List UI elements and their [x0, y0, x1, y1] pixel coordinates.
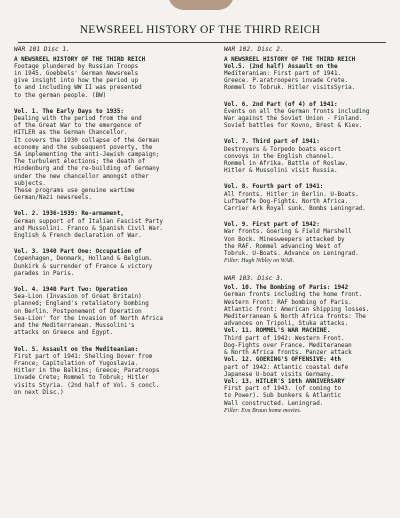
text-line: First part of 1943. (of coming to — [224, 386, 342, 393]
left-section — [14, 46, 216, 100]
right-section — [224, 222, 392, 265]
text-line: Dealing with the period from the end — [14, 116, 142, 123]
text-line: Hitler in the Balkins; Greece; Paratroops — [14, 368, 160, 375]
text-line: Events on all the German fronts including — [224, 108, 370, 115]
text-line: Mediterranean & North Africa fronts: The — [224, 314, 366, 321]
text-line: Vol. 11. ROMMEL'S WAR MACHINE. — [224, 328, 331, 335]
text-line: Destroyers & Torpedo boats escort — [224, 146, 342, 153]
text-line: invade Crete; Rommel to Tobruk; Hitler — [14, 375, 149, 382]
text-line: German support of of Italian Fascist Party — [14, 218, 163, 225]
right-column — [224, 46, 392, 424]
text-line: under the new chancellor amongst other — [14, 173, 149, 180]
disc-header: WAR 103. Disc 3. — [224, 274, 284, 282]
text-line: in 1945. Goebbels' German Newsreels — [14, 71, 139, 77]
text-line: Vol. 9. First part of 1942: — [224, 222, 320, 229]
text-line: Soviet battles for Kovno, Brest & Kiev. — [224, 123, 363, 130]
filler-note: Filler: Hugh Nibley on WAR. — [224, 258, 295, 265]
text-line: A NEWSREEL HISTORY OF THE THIRD REICH — [224, 56, 356, 63]
text-line: Atlantic front: American shipping losses. — [224, 306, 370, 313]
right-section — [224, 275, 392, 415]
text-line: Hindenburg and the re-building of Germany — [14, 166, 160, 173]
text-line: Carrier Ark Royal sunk. Bombs Leningrad. — [224, 206, 366, 213]
text-line: Hitler & Mussolini visit Russia. — [224, 168, 338, 175]
text-line: Japanese U-boat visits Germany. — [224, 371, 334, 378]
text-line: convoys in the English channel. — [224, 153, 334, 160]
text-line: First part of 1941: Shelling Dover from — [14, 353, 153, 360]
text-line: on Berlin. Postponement of Operation — [14, 308, 142, 315]
text-line: Vol.5. (2nd half) Assault on the — [224, 63, 338, 70]
text-line: Von Bock. Minesweepers attacked by — [224, 236, 345, 243]
text-line: English & French declaration of War. — [14, 233, 142, 240]
left-section — [14, 347, 216, 397]
text-line: to the german people. (BW) — [14, 92, 107, 99]
text-line: War against the Soviet Union - Finland. — [224, 116, 363, 123]
page-title: NEWSREEL HISTORY OF THE THIRD REICH — [79, 24, 321, 36]
text-line: Mediteranian: First part of 1941. — [224, 71, 342, 77]
text-line: Wall constructed. Leningrad. — [224, 400, 324, 407]
right-section — [224, 46, 392, 93]
text-line: Luftwaffe Dog-Fights. North Africa. — [224, 198, 349, 205]
text-line: Sea-Lion (Invasion of Great Britain) — [14, 294, 142, 301]
filler-note: Filler: Eva Braun home movies. — [224, 407, 302, 414]
text-line: German/Nazi newsreels. — [14, 195, 93, 202]
text-line: parades in Paris. — [14, 270, 75, 277]
left-column — [14, 46, 216, 406]
text-line: the RAF. Rommel advancing West of — [224, 243, 342, 250]
text-line: It covers the 1930 collapse of the German — [14, 137, 160, 144]
text-line: Vol. 7. Third part of 1941: — [224, 139, 320, 146]
text-line: All fronts. Hitler in Berlin. U-Boats. — [224, 191, 359, 198]
text-line: Dog-Fights over France. Mediteranean — [224, 342, 352, 349]
left-section — [14, 109, 216, 203]
text-line: and Mussolini. Franco & Spanish Civil War. — [14, 225, 163, 232]
text-line: on next Disc.) — [14, 389, 64, 396]
text-line: Third part of 1942: Western Front. — [224, 335, 345, 342]
thumb-shadow — [168, 0, 234, 10]
right-section — [224, 184, 392, 213]
text-line: Vol. 13. HITLER'S 10th ANNIVERSARY — [224, 378, 345, 385]
left-section — [14, 287, 216, 337]
text-line: Footage plundered by Russian Troops — [14, 63, 139, 70]
text-line: SA implementing the anti-Jewish campaign; — [14, 152, 160, 159]
text-line: Rommel to Tobruk. Hitler visitsSyria. — [224, 85, 356, 92]
right-section — [224, 139, 392, 175]
text-line: part of 1942: Atlantic coastal defe — [224, 364, 349, 371]
text-line: to Power). Sub bunkers & Atlantic — [224, 393, 342, 400]
text-line: Tobruk. U-Boats. Advance on Leningrad. — [224, 251, 359, 258]
title-rule — [18, 42, 386, 43]
text-line: Sea-Lion' for the invasion of North Africa — [14, 315, 163, 322]
disc-header: WAR 102. Disc 2. — [224, 46, 284, 53]
text-line: HITLER as the German Chancellor. — [14, 130, 128, 137]
left-section — [14, 249, 216, 278]
text-line: Dunkirk & surrender of France & victory — [14, 263, 153, 270]
text-line: The turbulent elections; the death of — [14, 159, 146, 166]
text-line: These programs use genuine wartime — [14, 188, 135, 195]
left-section — [14, 211, 216, 240]
text-line: & North Africa fronts. Panzer attack — [224, 350, 352, 357]
text-line: Vol. 8. Fourth part of 1941: — [224, 184, 324, 191]
text-line: attacks on Greece and Egypt. — [14, 330, 114, 337]
text-line: Copenhagen, Denmark, Holland & Belgium. — [14, 256, 153, 263]
text-line: subjects. — [14, 180, 46, 187]
text-line: France; Capitulation of Yugoslavia. — [14, 360, 139, 367]
disc-header: WAR 101 Disc 1. — [14, 46, 70, 53]
text-line: Vol. 5. Assault on the Mediteanian: — [14, 346, 139, 353]
text-line: German fronts including the home front. — [224, 292, 363, 299]
text-line: Vol. 2. 1936-1939: Re-armament, — [14, 211, 124, 218]
text-line: to and including WW II was presented — [14, 85, 142, 92]
text-line: War fronts. Goering & Field Marshell — [224, 229, 352, 236]
text-line: Vol. 4. 1940 Part Two: Operation — [14, 287, 128, 294]
text-line: Greece. P.aratroopers invade Crete. — [224, 78, 349, 85]
text-line: of the Great War to the emergence of — [14, 123, 142, 130]
text-line: visits Styria. (2nd half of Vol. 5 concl. — [14, 382, 160, 389]
text-line: Rommel in Afrika. Battle of Roslaw. — [224, 161, 349, 168]
text-line: give insight into how the period up — [14, 78, 139, 85]
text-line: planned; England's retaliatory bombing — [14, 301, 149, 308]
text-line: economy and the subsequent poverty, the — [14, 144, 153, 151]
text-line: Vol. 3. 1940 Part One: Occupation of — [14, 249, 142, 256]
text-line: Vol. 10. The Bombing of Paris: 1942 — [224, 285, 349, 292]
text-line: Western Front: RAF bombing of Paris. — [224, 299, 352, 306]
text-line: advances on Tripoli, Stuka attacks. — [224, 321, 349, 328]
text-line: and the Mediterranean. Mussolini's — [14, 323, 135, 330]
right-section — [224, 102, 392, 131]
text-line: Vol. 6. 2nd Part (of 4) of 1941: — [224, 101, 338, 108]
text-line: A NEWSREEL HISTORY OF THE THIRD REICH — [14, 56, 146, 63]
text-line: Vol. 12. GOERING'S OFFENSIVE: 4th — [224, 357, 342, 364]
text-line: Vol. 1. The Early Days to 1935: — [14, 108, 124, 115]
